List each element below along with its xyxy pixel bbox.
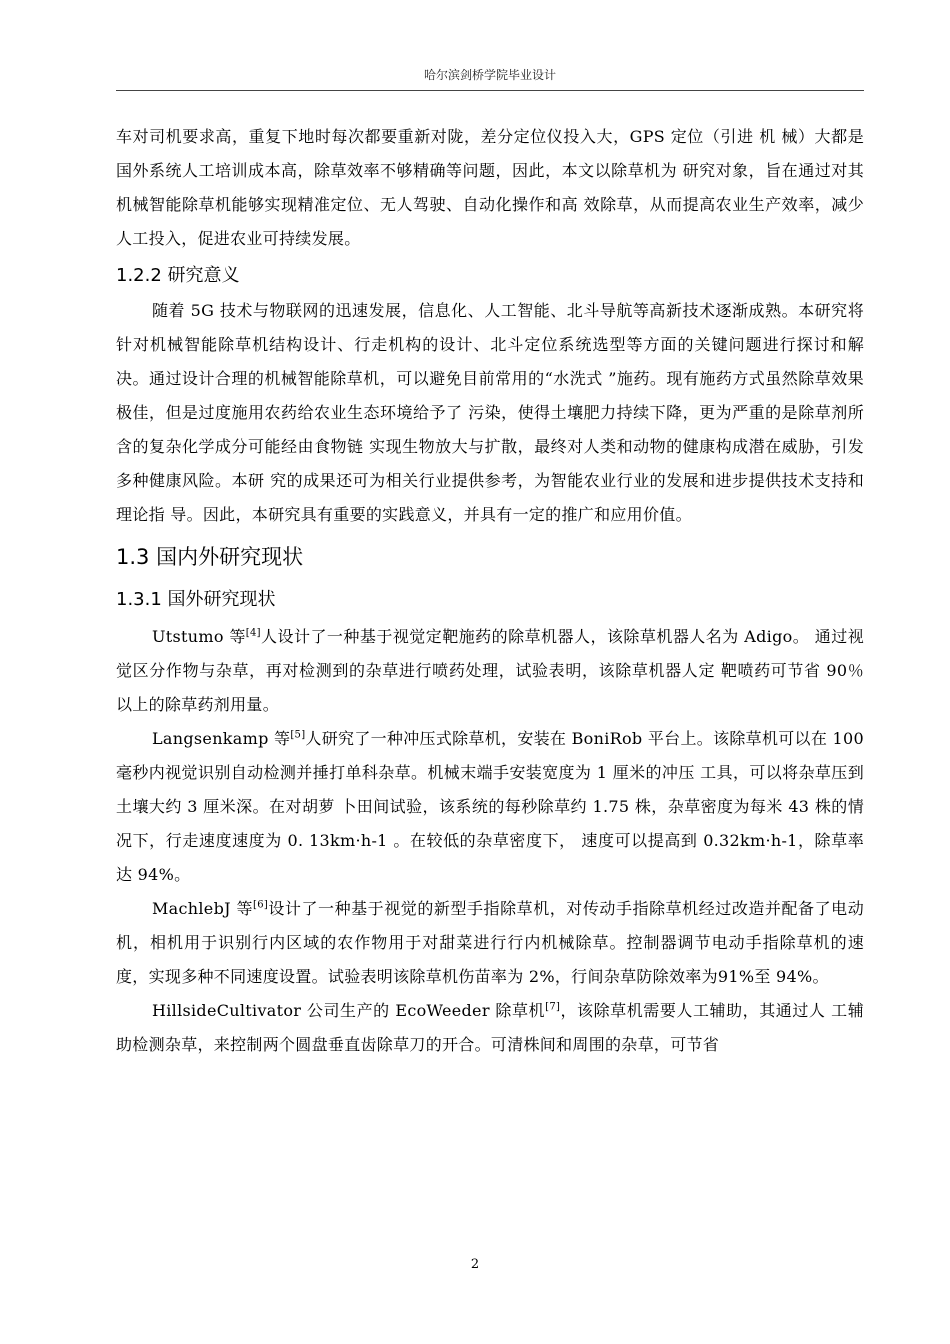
header-divider — [116, 90, 864, 91]
paragraph-body: ，该除草机需要人工辅助，其通过人 工辅助检测杂草，来控制两个圆盘垂直齿除草刀的开合。可清株间和周围的杂草，可节省 — [116, 1001, 864, 1054]
citation-ref: [6] — [253, 899, 269, 911]
section-heading-1-2-2: 1.2.2 研究意义 — [116, 265, 240, 286]
page-number: 2 — [470, 1257, 480, 1272]
research-significance-paragraph: 随着 5G 技术与物联网的迅速发展，信息化、人工智能、北斗导航等高新技术逐渐成熟。本研究将针对机械智能除草机结构设计、行走机构的设计、北斗定位系统选型等方面的关键问题进行探讨和解决。通过设计合理的机械智能除草机，可以避免目前常用的“水洗式 ”施药。现有施药方式虽然除草效果极佳，但是过度施用农药给农业生态环境给予了 污染，使得土壤肥力持续下降，更为严重的是除草剂所含的复杂化学成分可能经由食物链 实现生物放大与扩散，最终对人类和动物的健康构成潜在威胁，引发多种健康风险。本研 究的成果还可为相关行业提供参考，为智能农业行业的发展和进步提供技术支持和理论指 导。因此，本研究具有重要的实践意义，并具有一定的推广和应用价值。 — [116, 301, 864, 524]
section-heading-1-3: 1.3 国内外研究现状 — [116, 545, 304, 569]
page-body — [116, 120, 864, 1062]
paragraph-hillside — [116, 994, 864, 1062]
paragraph-machlebj — [116, 892, 864, 994]
paragraph-body: 人设计了一种基于视觉定靶施药的除草机器人，该除草机器人名为 Adigo。 通过视觉区分作物与杂草，再对检测到的杂草进行喷药处理，试验表明，该除草机器人定 靶喷药可节省 90％以上的除草药剂用量。 — [116, 627, 864, 714]
page-header: 哈尔滨剑桥学院毕业设计 — [423, 68, 556, 82]
paragraph-body: 人研究了一种冲压式除草机，安装在 BoniRob 平台上。该除草机可以在 100 毫秒内视觉识别自动检测并捶打单科杂草。机械末端手安装宽度为 1 厘米的冲压 工具，可以将杂草压到土壤大约 3 厘米深。在对胡萝 卜田间试验，该系统的每秒除草约 1.75 株，杂草密度为每米 43 株的情况下，行走速度速度为 0. 13km·h-1 。在较低的杂草密度下， 速度可以提高到 0.32km·h-1，除草率达 94%。 — [116, 729, 864, 884]
section-heading-1-3-1: 1.3.1 国外研究现状 — [116, 589, 276, 610]
citation-ref: [7] — [545, 1001, 561, 1013]
paragraph-body: 设计了一种基于视觉的新型手指除草机，对传动手指除草机经过改造并配备了电动机，相机用于识别行内区域的农作物用于对甜菜进行行内机械除草。控制器调节电动手指除草机的速度，实现多种不同速度设置。试验表明该除草机伤苗率为 2%，行间杂草防除效率为91%至 94%。 — [116, 899, 864, 986]
paragraph-lead: MachlebJ 等 — [152, 899, 254, 918]
paragraph-lead: Langsenkamp 等 — [152, 729, 291, 748]
citation-ref: [5] — [290, 729, 306, 741]
paragraph-lead: Utstumo 等 — [152, 627, 246, 646]
paragraph-utstumo — [116, 620, 864, 722]
paragraph-lead: HillsideCultivator 公司生产的 EcoWeeder 除草机 — [152, 1001, 546, 1020]
intro-paragraph: 车对司机要求高，重复下地时每次都要重新对陇，差分定位仪投入大，GPS 定位（引进 机 械）大都是国外系统人工培训成本高，除草效率不够精确等问题，因此，本文以除草机为 研究对象，旨在通过对其机械智能除草机能够实现精准定位、无人驾驶、自动化操作和高 效除草，从而提高农业生产效率，减少人工投入，促进农业可持续发展。 — [116, 127, 864, 248]
paragraph-langsenkamp — [116, 722, 864, 892]
citation-ref: [4] — [245, 627, 261, 639]
